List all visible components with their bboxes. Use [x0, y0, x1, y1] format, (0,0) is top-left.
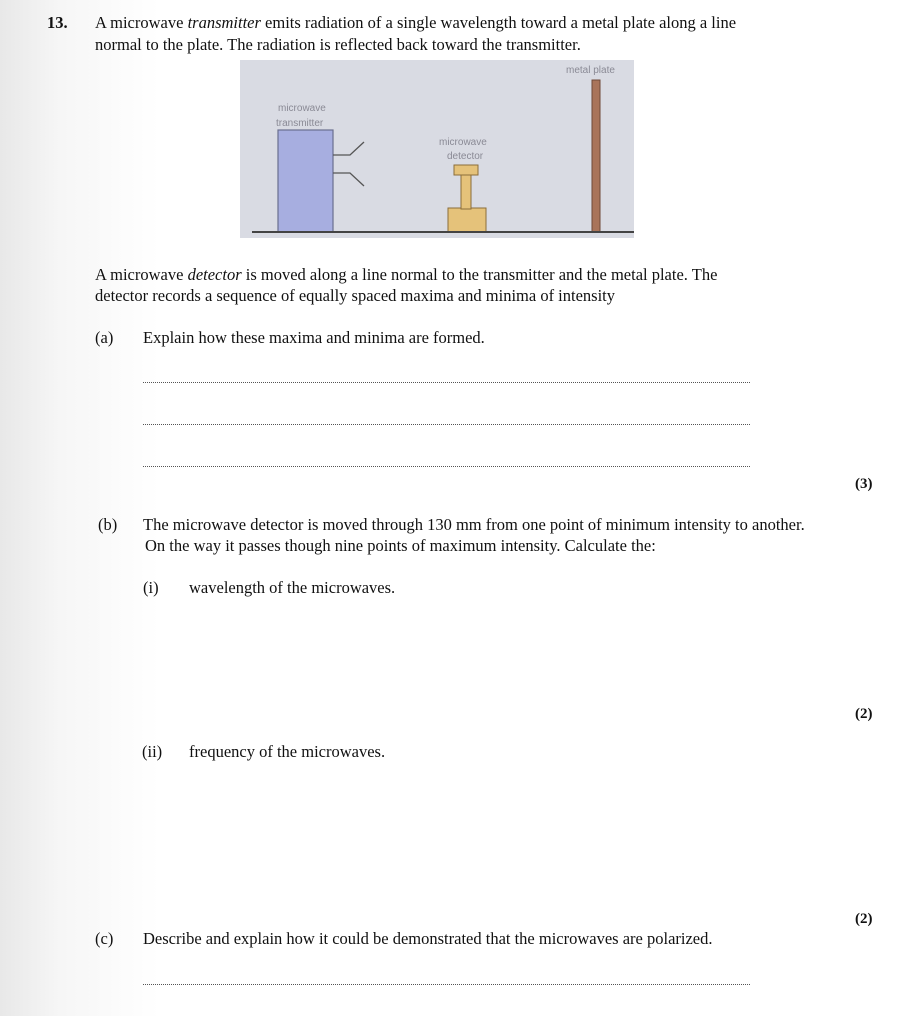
apparatus-diagram — [240, 60, 634, 238]
detector-head — [454, 165, 478, 175]
part-c-label: (c) — [95, 929, 114, 948]
part-b-i-marks: (2) — [855, 706, 873, 722]
answer-line-a3[interactable] — [143, 466, 750, 467]
label-detector-1: microwave — [439, 137, 487, 148]
apparatus-svg — [240, 60, 634, 238]
part-b-ii-label: (ii) — [142, 742, 163, 761]
intro-pre: A microwave — [95, 13, 188, 32]
part-b-line1: The microwave detector is moved through 130 mm from one point of minimum intensity to another. — [143, 515, 805, 534]
part-b-i-text: wavelength of the microwaves. — [189, 578, 396, 597]
intro-post: emits radiation of a single wavelength toward a metal plate along a line — [260, 13, 737, 32]
part-a-marks: (3) — [855, 476, 873, 492]
detector-desc-line2: detector records a sequence of equally spaced maxima and minima of intensity — [95, 286, 616, 305]
part-b-line2: On the way it passes though nine points of maximum intensity. Calculate the: — [145, 536, 656, 555]
transmitter-box — [278, 130, 333, 232]
detector-pre: A microwave — [95, 265, 188, 284]
detector-desc-line1 — [95, 264, 717, 286]
transmitter-horn-top — [333, 142, 364, 155]
detector-post: is moved along a line normal to the transmitter and the metal plate. The — [241, 265, 718, 284]
part-b-i-label: (i) — [143, 578, 159, 597]
intro-emphasis: transmitter — [187, 13, 261, 32]
question-intro-line2: normal to the plate. The radiation is reflected back toward the transmitter. — [95, 35, 581, 54]
answer-line-a1[interactable] — [143, 382, 750, 383]
answer-line-a2[interactable] — [143, 424, 750, 425]
part-c-text: Describe and explain how it could be demonstrated that the microwaves are polarized. — [143, 929, 713, 948]
label-detector-2: detector — [447, 151, 484, 162]
part-a-text: Explain how these maxima and minima are formed. — [143, 328, 485, 347]
transmitter-horn-bottom — [333, 173, 364, 186]
detector-stem — [461, 173, 471, 209]
metal-plate — [592, 80, 600, 232]
label-metal-plate: metal plate — [566, 65, 615, 76]
detector-base — [448, 208, 486, 232]
question-intro-line1 — [95, 12, 736, 34]
part-a-label: (a) — [95, 328, 114, 347]
answer-line-c1[interactable] — [143, 984, 750, 985]
part-b-ii-text: frequency of the microwaves. — [189, 742, 386, 761]
question-number: 13. — [47, 13, 68, 32]
label-transmitter-1: microwave — [278, 103, 326, 114]
label-transmitter-2: transmitter — [276, 118, 324, 129]
part-b-ii-marks: (2) — [855, 911, 873, 927]
detector-emphasis: detector — [187, 265, 242, 284]
part-b-label: (b) — [98, 515, 118, 534]
